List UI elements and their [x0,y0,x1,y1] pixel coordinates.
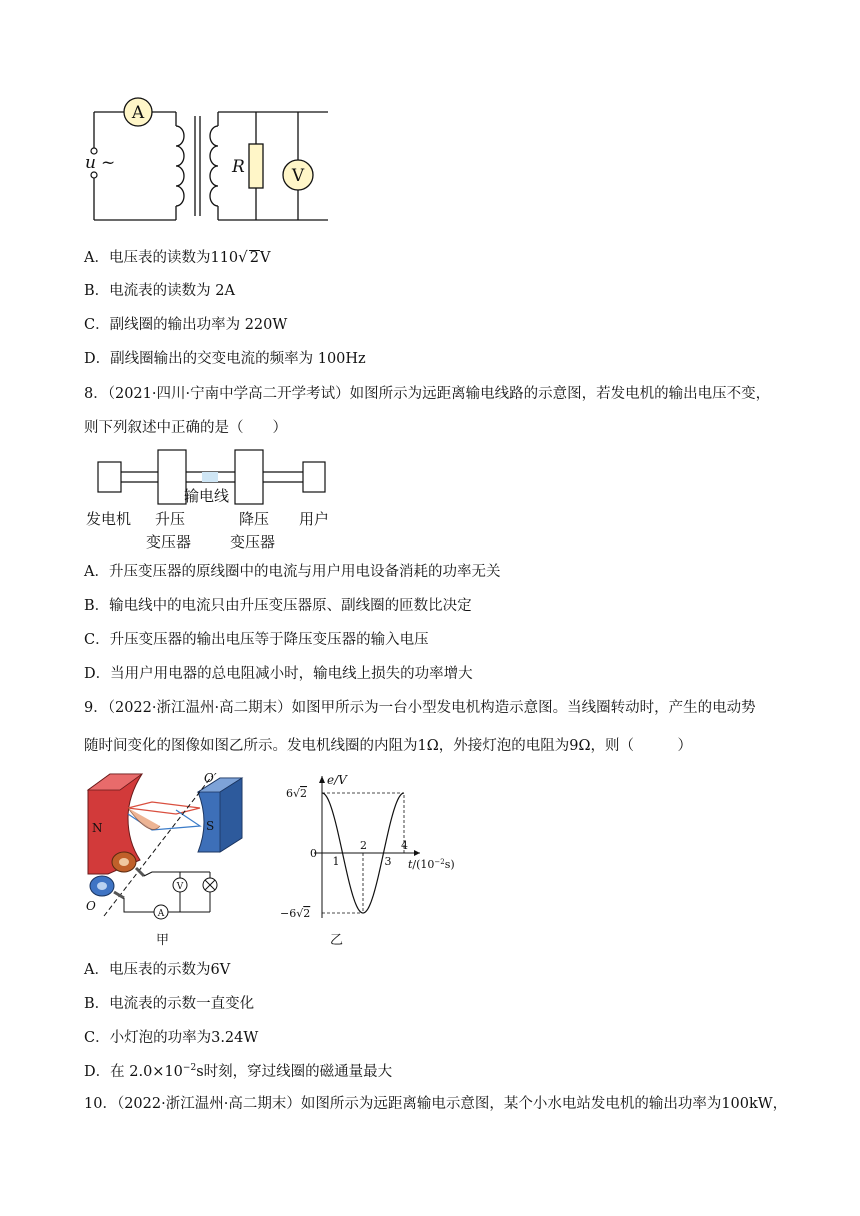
figure-yi-caption: 乙 [330,933,344,948]
q9-option-d-pre: D．在 2.0×10 [84,1064,183,1080]
q7-option-c: C．副线圈的输出功率为 220W [84,317,288,333]
q9-stem-line1: 9．（2022·浙江温州·高二期末）如图甲所示为一台小型发电机构造示意图。当线圈转动时，产生的电动势 [84,700,756,716]
q7-option-d: D．副线圈输出的交变电流的频率为 100Hz [84,351,366,367]
chart-x-tick-4: 4 [401,839,408,852]
chart-x-tick-1: 1 [332,855,340,868]
wire-label: 输电线 [184,487,230,505]
q7-option-a-radicand: 2 [249,250,259,266]
q9-option-d [84,1062,392,1082]
q7-option-a-number: 110 [210,250,239,266]
q9-option-c: C．小灯泡的功率为3.24W [84,1030,259,1046]
generator-label: 发电机 [86,510,132,528]
ammeter-label: A [131,103,145,123]
chart-x-tick-2: 2 [360,839,367,852]
q8-stem-line1: 8．（2021·四川·宁南中学高二开学考试）如图所示为远距离输电线路的示意图，若发电机的输出电压不变， [84,386,771,402]
axis-top-label: O′ [204,771,217,785]
q7-option-a-text: A．电压表的读数为 [84,250,211,266]
generator-construction-figure [80,768,260,948]
emf-time-chart [280,768,480,948]
north-pole-label: N [92,821,103,835]
q10-stem-line1: 10．（2022·浙江温州·高二期末）如图所示为远距离输电示意图，某个小水电站发电机的输出功率为100kW， [84,1096,788,1112]
q7-option-a: A．电压表的读数为110√ 2V [84,248,271,266]
q9-stem-line2: 随时间变化的图像如图乙所示。发电机线圈的内阻为1Ω，外接灯泡的电阻为9Ω，则（ ） [84,738,692,754]
q9-option-a: A．电压表的示数为6V [84,962,231,978]
jia-ammeter-label: A [157,909,165,919]
axis-bottom-label: O [86,899,96,913]
q9-option-b: B．电流表的示数一直变化 [84,996,255,1012]
figure-jia-caption: 甲 [156,933,170,948]
q8-option-c: C．升压变压器的输出电压等于降压变压器的输入电压 [84,632,429,648]
q8-option-d: D．当用户用电器的总电阻减小时，输电线上损失的功率增大 [84,666,473,682]
step-down-label-1: 降压 [239,510,270,528]
south-pole-label: S [206,819,215,833]
step-down-transformer-box [235,450,263,504]
transformer-circuit-figure [84,96,334,226]
ac-tilde: ~ [101,153,116,173]
user-label: 用户 [299,510,330,528]
chart-ymax-label: 6√2 [286,787,308,800]
jia-voltmeter-label: V [176,882,184,892]
generator-box [98,462,121,492]
voltmeter-label: V [291,166,305,186]
step-down-label-2: 变压器 [230,533,276,551]
chart-x-label: $t/(10^{-2}s)$ [408,858,455,871]
q8-option-b: B．输电线中的电流只由升压变压器原、副线圈的匝数比决定 [84,598,472,614]
q9-option-d-exponent: −2 [182,1063,197,1073]
q8-stem-line2: 则下列叙述中正确的是（ ） [84,420,287,436]
chart-ymin-label: −6√2 [280,907,311,920]
resistor-label: R [232,157,245,177]
q7-option-b: B．电流表的读数为 2A [84,283,235,299]
q8-option-a: A．升压变压器的原线圈中的电流与用户用电设备消耗的功率无关 [84,564,501,580]
chart-x-tick-3: 3 [384,855,392,868]
user-box [303,462,325,492]
step-up-label-1: 升压 [155,510,186,528]
q7-option-a-unit: V [259,250,271,266]
q9-option-d-post: s时刻，穿过线圈的磁通量最大 [196,1064,393,1080]
step-up-transformer-box [158,450,186,504]
resistor-symbol [249,144,263,188]
chart-origin-label: 0 [310,847,317,860]
source-label: u [85,153,96,173]
step-up-label-2: 变压器 [146,533,192,551]
power-transmission-figure [84,448,344,554]
chart-y-label: e/V [327,773,347,787]
